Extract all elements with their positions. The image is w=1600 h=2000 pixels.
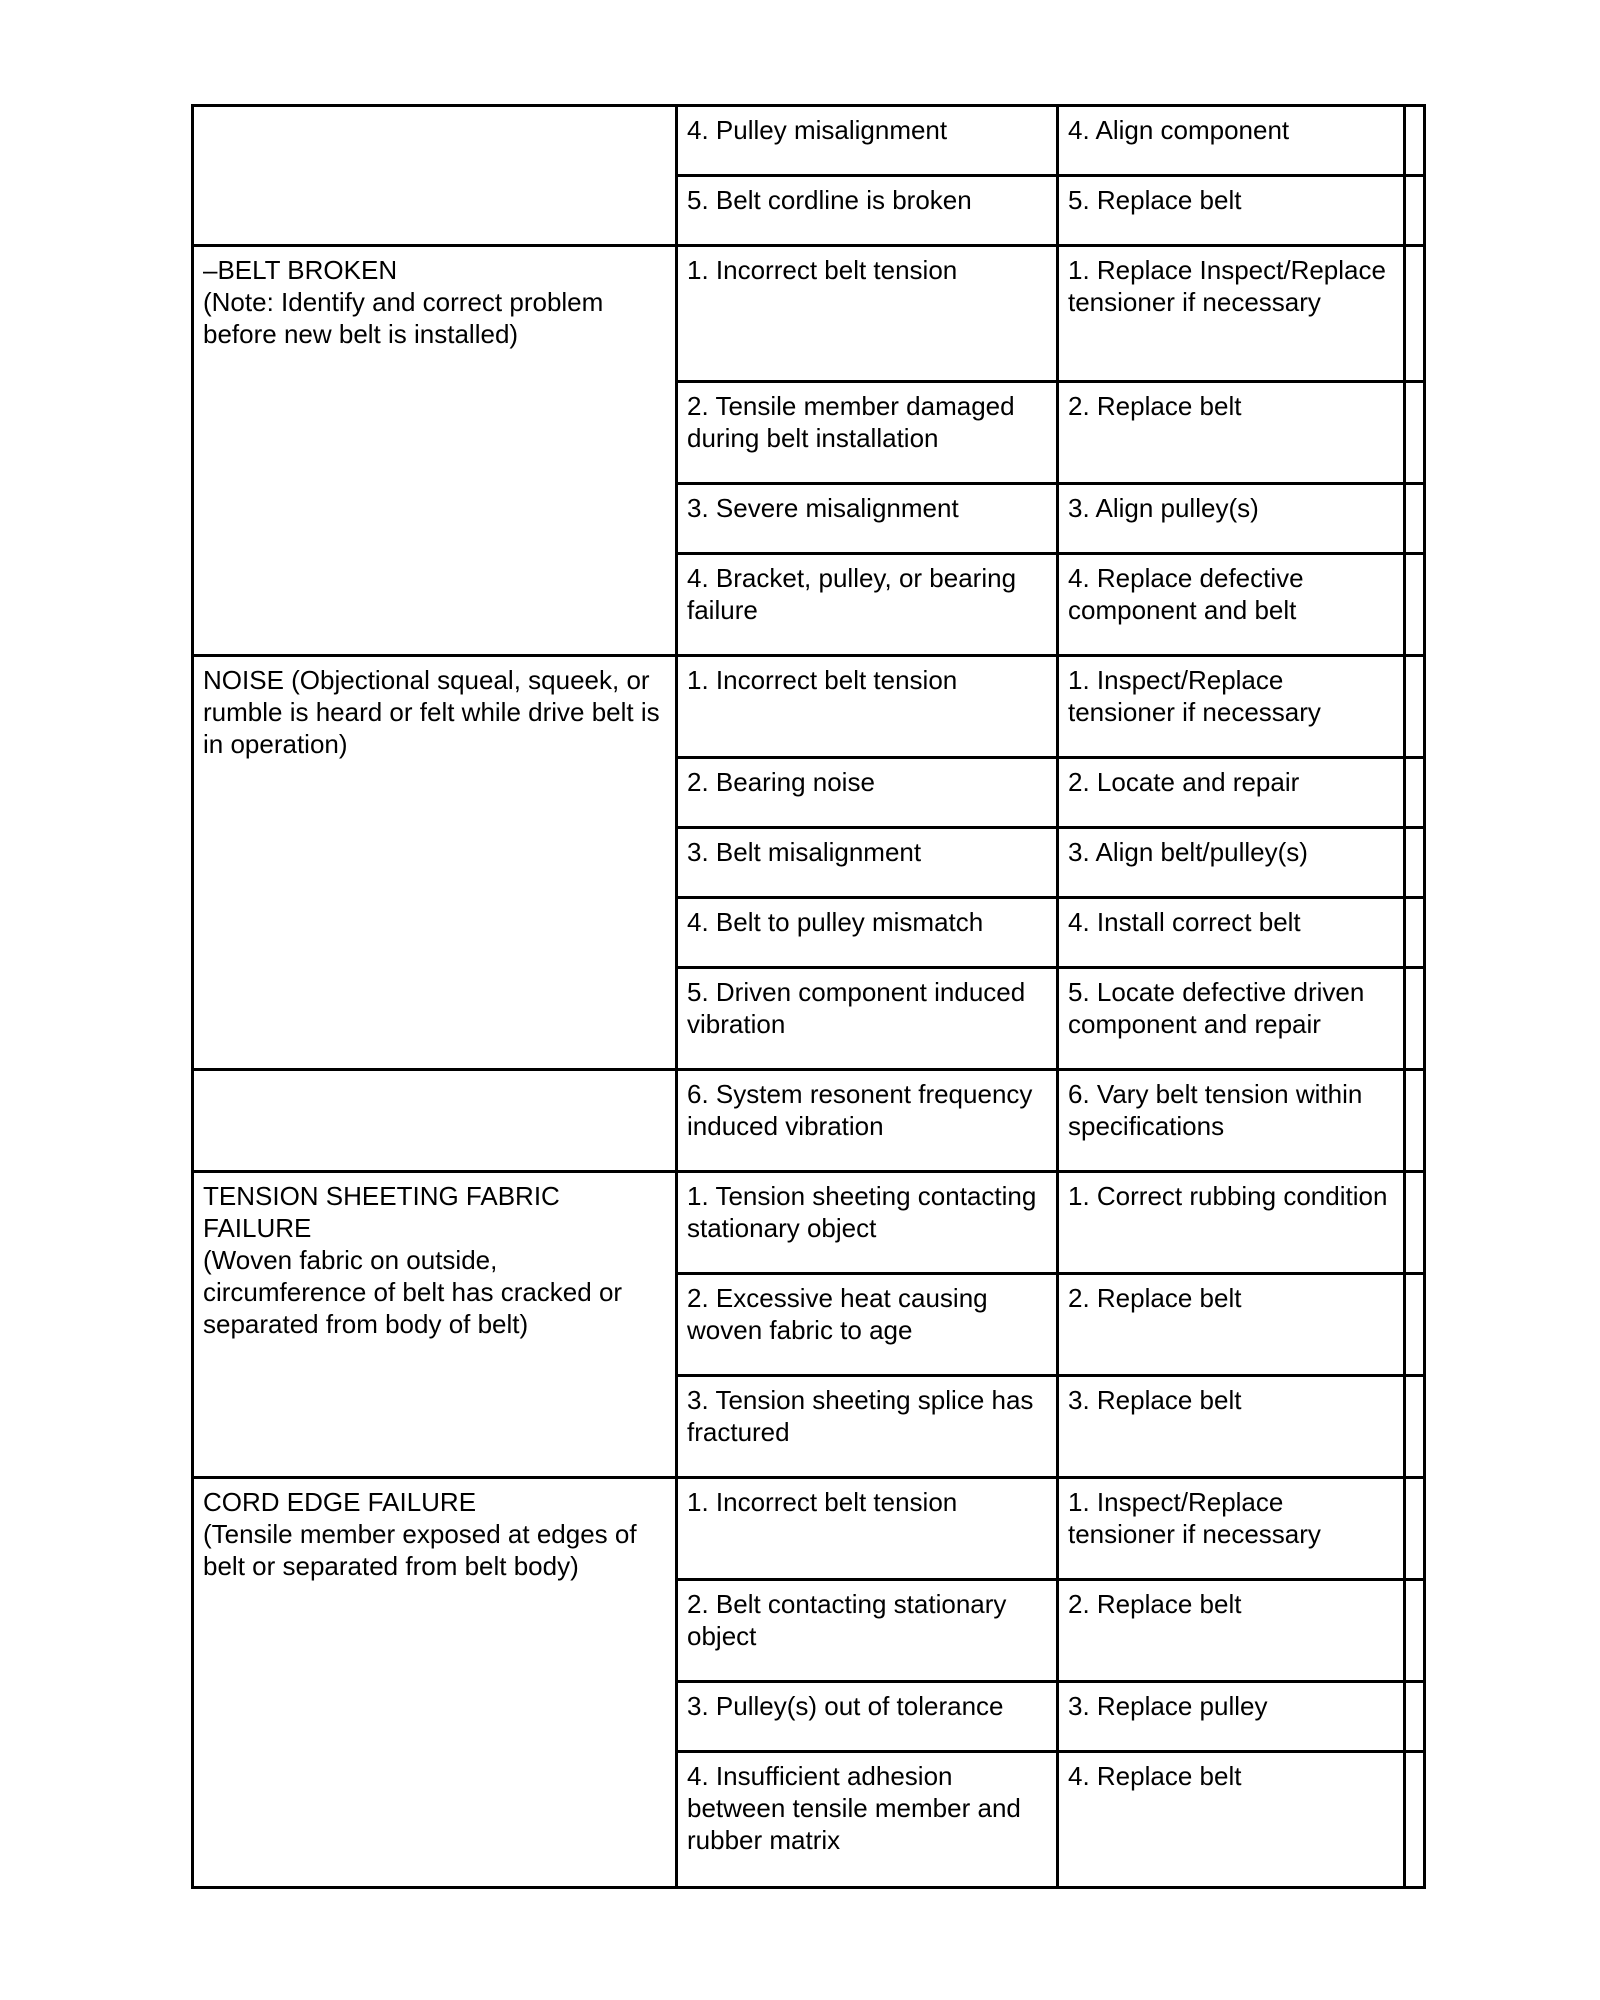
correction-text: 3. Replace pulley [1068, 1691, 1268, 1721]
cause-cell [677, 1172, 1058, 1274]
condition-cell [193, 656, 677, 1070]
correction-cell [1058, 176, 1405, 246]
cause-cell [677, 898, 1058, 968]
margin-cell [1405, 656, 1425, 758]
margin-cell [1405, 1376, 1425, 1478]
correction-text: 1. Replace Inspect/Replace tensioner if necessary [1068, 255, 1386, 317]
cause-cell [677, 246, 1058, 382]
correction-text: 5. Locate defective driven component and repair [1068, 977, 1365, 1039]
condition-text: CORD EDGE FAILURE (Tensile member exposed at edges of belt or separated from belt body) [203, 1487, 637, 1581]
cause-cell [677, 828, 1058, 898]
condition-cell [193, 1172, 677, 1478]
cause-text: 2. Belt contacting stationary object [687, 1589, 1007, 1651]
correction-text: 3. Align belt/pulley(s) [1068, 837, 1308, 867]
correction-cell [1058, 1070, 1405, 1172]
correction-cell [1058, 1580, 1405, 1682]
margin-cell [1405, 758, 1425, 828]
margin-cell [1405, 828, 1425, 898]
correction-cell [1058, 1752, 1405, 1888]
cause-text: 3. Belt misalignment [687, 837, 922, 867]
correction-cell [1058, 968, 1405, 1070]
table-row [193, 106, 1425, 176]
cause-text: 1. Incorrect belt tension [687, 255, 958, 285]
cause-cell [677, 1274, 1058, 1376]
correction-cell [1058, 1376, 1405, 1478]
cause-text: 5. Driven component induced vibration [687, 977, 1026, 1039]
cause-cell [677, 1478, 1058, 1580]
cause-text: 5. Belt cordline is broken [687, 185, 972, 215]
correction-text: 2. Replace belt [1068, 1283, 1242, 1313]
correction-text: 2. Replace belt [1068, 391, 1242, 421]
correction-text: 1. Correct rubbing condition [1068, 1181, 1388, 1211]
margin-cell [1405, 1752, 1425, 1888]
cause-cell [677, 968, 1058, 1070]
correction-text: 1. Inspect/Replace tensioner if necessary [1068, 665, 1321, 727]
correction-cell [1058, 1172, 1405, 1274]
correction-text: 5. Replace belt [1068, 185, 1242, 215]
correction-text: 2. Replace belt [1068, 1589, 1242, 1619]
condition-text: –BELT BROKEN (Note: Identify and correct problem before new belt is installed) [203, 255, 604, 349]
margin-cell [1405, 1580, 1425, 1682]
cause-cell [677, 1070, 1058, 1172]
correction-text: 4. Align component [1068, 115, 1290, 145]
condition-cell [193, 1070, 677, 1172]
condition-text: NOISE (Objectional squeal, squeek, or rumble is heard or felt while drive belt is in operation) [203, 665, 660, 759]
cause-text: 4. Pulley misalignment [687, 115, 948, 145]
condition-cell [193, 106, 677, 246]
cause-text: 4. Insufficient adhesion between tensile member and rubber matrix [687, 1761, 1021, 1855]
correction-cell [1058, 554, 1405, 656]
cause-text: 3. Pulley(s) out of tolerance [687, 1691, 1004, 1721]
margin-cell [1405, 554, 1425, 656]
cause-text: 1. Incorrect belt tension [687, 1487, 958, 1517]
correction-cell [1058, 382, 1405, 484]
cause-cell [677, 1376, 1058, 1478]
correction-cell [1058, 1478, 1405, 1580]
margin-cell [1405, 1478, 1425, 1580]
correction-text: 6. Vary belt tension within specifications [1068, 1079, 1363, 1141]
correction-text: 3. Align pulley(s) [1068, 493, 1259, 523]
cause-text: 1. Incorrect belt tension [687, 665, 958, 695]
table-row [193, 246, 1425, 382]
cause-cell [677, 656, 1058, 758]
correction-text: 4. Replace belt [1068, 1761, 1242, 1791]
cause-cell [677, 1752, 1058, 1888]
margin-cell [1405, 484, 1425, 554]
cause-text: 1. Tension sheeting contacting stationary object [687, 1181, 1037, 1243]
correction-cell [1058, 1682, 1405, 1752]
cause-text: 4. Bracket, pulley, or bearing failure [687, 563, 1017, 625]
margin-cell [1405, 382, 1425, 484]
correction-cell [1058, 106, 1405, 176]
margin-cell [1405, 898, 1425, 968]
cause-cell [677, 176, 1058, 246]
correction-cell [1058, 758, 1405, 828]
margin-cell [1405, 176, 1425, 246]
diagnosis-table-body [193, 106, 1425, 1888]
cause-text: 2. Tensile member damaged during belt installation [687, 391, 1015, 453]
correction-cell [1058, 484, 1405, 554]
correction-text: 4. Replace defective component and belt [1068, 563, 1304, 625]
cause-text: 2. Excessive heat causing woven fabric to age [687, 1283, 988, 1345]
margin-cell [1405, 246, 1425, 382]
cause-cell [677, 1580, 1058, 1682]
margin-cell [1405, 1172, 1425, 1274]
cause-text: 4. Belt to pulley mismatch [687, 907, 984, 937]
correction-cell [1058, 828, 1405, 898]
margin-cell [1405, 106, 1425, 176]
cause-text: 2. Bearing noise [687, 767, 875, 797]
correction-cell [1058, 246, 1405, 382]
condition-text: TENSION SHEETING FABRIC FAILURE (Woven fabric on outside, circumference of belt has cracked or separated from body of belt) [203, 1181, 623, 1339]
table-row [193, 1172, 1425, 1274]
correction-text: 2. Locate and repair [1068, 767, 1300, 797]
margin-cell [1405, 1682, 1425, 1752]
cause-cell [677, 382, 1058, 484]
correction-cell [1058, 898, 1405, 968]
cause-cell [677, 484, 1058, 554]
margin-cell [1405, 968, 1425, 1070]
correction-cell [1058, 1274, 1405, 1376]
table-row [193, 1478, 1425, 1580]
cause-text: 3. Severe misalignment [687, 493, 959, 523]
correction-cell [1058, 656, 1405, 758]
condition-cell [193, 246, 677, 656]
cause-text: 3. Tension sheeting splice has fractured [687, 1385, 1034, 1447]
cause-text: 6. System resonent frequency induced vibration [687, 1079, 1033, 1141]
correction-text: 1. Inspect/Replace tensioner if necessary [1068, 1487, 1321, 1549]
cause-cell [677, 554, 1058, 656]
cause-cell [677, 1682, 1058, 1752]
cause-cell [677, 106, 1058, 176]
condition-cell [193, 1478, 677, 1888]
diagnosis-table [191, 104, 1426, 1889]
cause-cell [677, 758, 1058, 828]
margin-cell [1405, 1070, 1425, 1172]
table-row [193, 1070, 1425, 1172]
correction-text: 3. Replace belt [1068, 1385, 1242, 1415]
margin-cell [1405, 1274, 1425, 1376]
correction-text: 4. Install correct belt [1068, 907, 1301, 937]
table-row [193, 656, 1425, 758]
